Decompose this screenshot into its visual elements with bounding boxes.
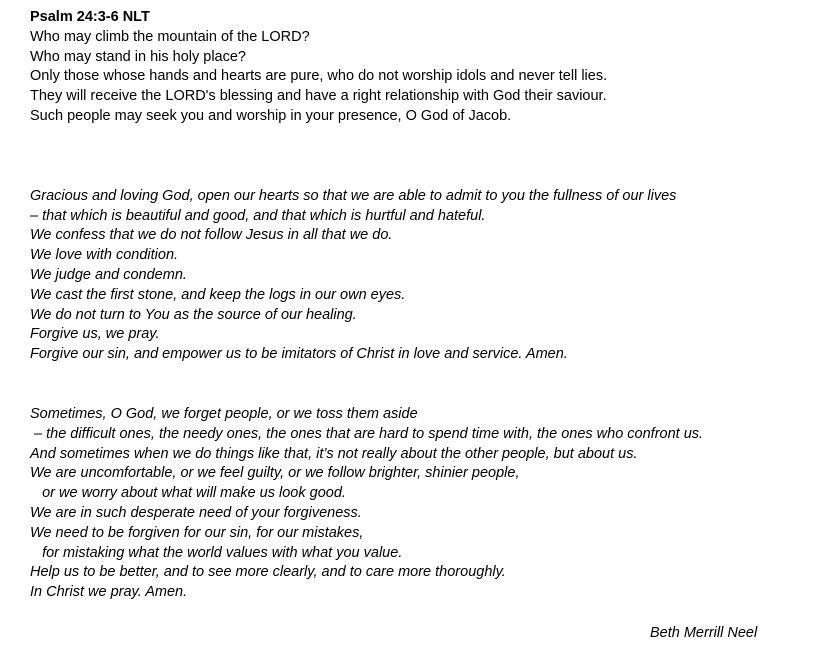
prayer-line: for mistaking what the world values with what you value.: [30, 544, 403, 561]
prayer-line: In Christ we pray. Amen.: [30, 584, 188, 601]
prayer-line: or we worry about what will make us look good.: [30, 485, 346, 502]
author-attribution: Beth Merrill Neel: [650, 625, 758, 641]
prayer-line: And sometimes when we do things like that, it’s not really about the other people, but about us.: [30, 445, 638, 462]
prayer-line: Sometimes, O God, we forget people, or we toss them aside: [30, 405, 418, 422]
confession-line: We confess that we do not follow Jesus in all that we do.: [30, 227, 393, 244]
psalm-line: Who may stand in his holy place?: [30, 48, 246, 65]
confession-line: We cast the first stone, and keep the logs in our own eyes.: [30, 286, 406, 303]
psalm-line: Who may climb the mountain of the LORD?: [30, 28, 310, 45]
psalm-section: [30, 8, 806, 127]
psalm-line: Such people may seek you and worship in your presence, O God of Jacob.: [30, 107, 512, 124]
psalm-line: Only those whose hands and hearts are pure, who do not worship idols and never tell lies.: [30, 68, 608, 85]
prayer-line: We are in such desperate need of your forgiveness.: [30, 504, 362, 521]
psalm-reference: Psalm 24:3-6 NLT: [30, 9, 150, 25]
confession-line: Forgive us, we pray.: [30, 326, 160, 343]
prayer-line: – the difficult ones, the needy ones, the ones that are hard to spend time with, the ones who confront us.: [30, 425, 704, 442]
confession-line: We love with condition.: [30, 247, 179, 264]
confession-line: We do not turn to You as the source of our healing.: [30, 306, 357, 323]
psalm-line: They will receive the LORD's blessing and have a right relationship with God their saviour.: [30, 88, 607, 105]
confession-line: We judge and condemn.: [30, 266, 187, 283]
prayer-line: We need to be forgiven for our sin, for our mistakes,: [30, 524, 364, 541]
confession-section: [30, 187, 806, 365]
prayer-line: We are uncomfortable, or we feel guilty, or we follow brighter, shinier people,: [30, 465, 520, 482]
confession-line: – that which is beautiful and good, and that which is hurtful and hateful.: [30, 207, 486, 224]
prayer-section: [30, 405, 806, 603]
confession-line: Gracious and loving God, open our hearts so that we are able to admit to you the fullness of our lives: [30, 187, 677, 204]
prayer-line: Help us to be better, and to see more clearly, and to care more thoroughly.: [30, 564, 506, 581]
document-page: [30, 8, 806, 603]
confession-line: Forgive our sin, and empower us to be imitators of Christ in love and service. Amen.: [30, 346, 568, 363]
